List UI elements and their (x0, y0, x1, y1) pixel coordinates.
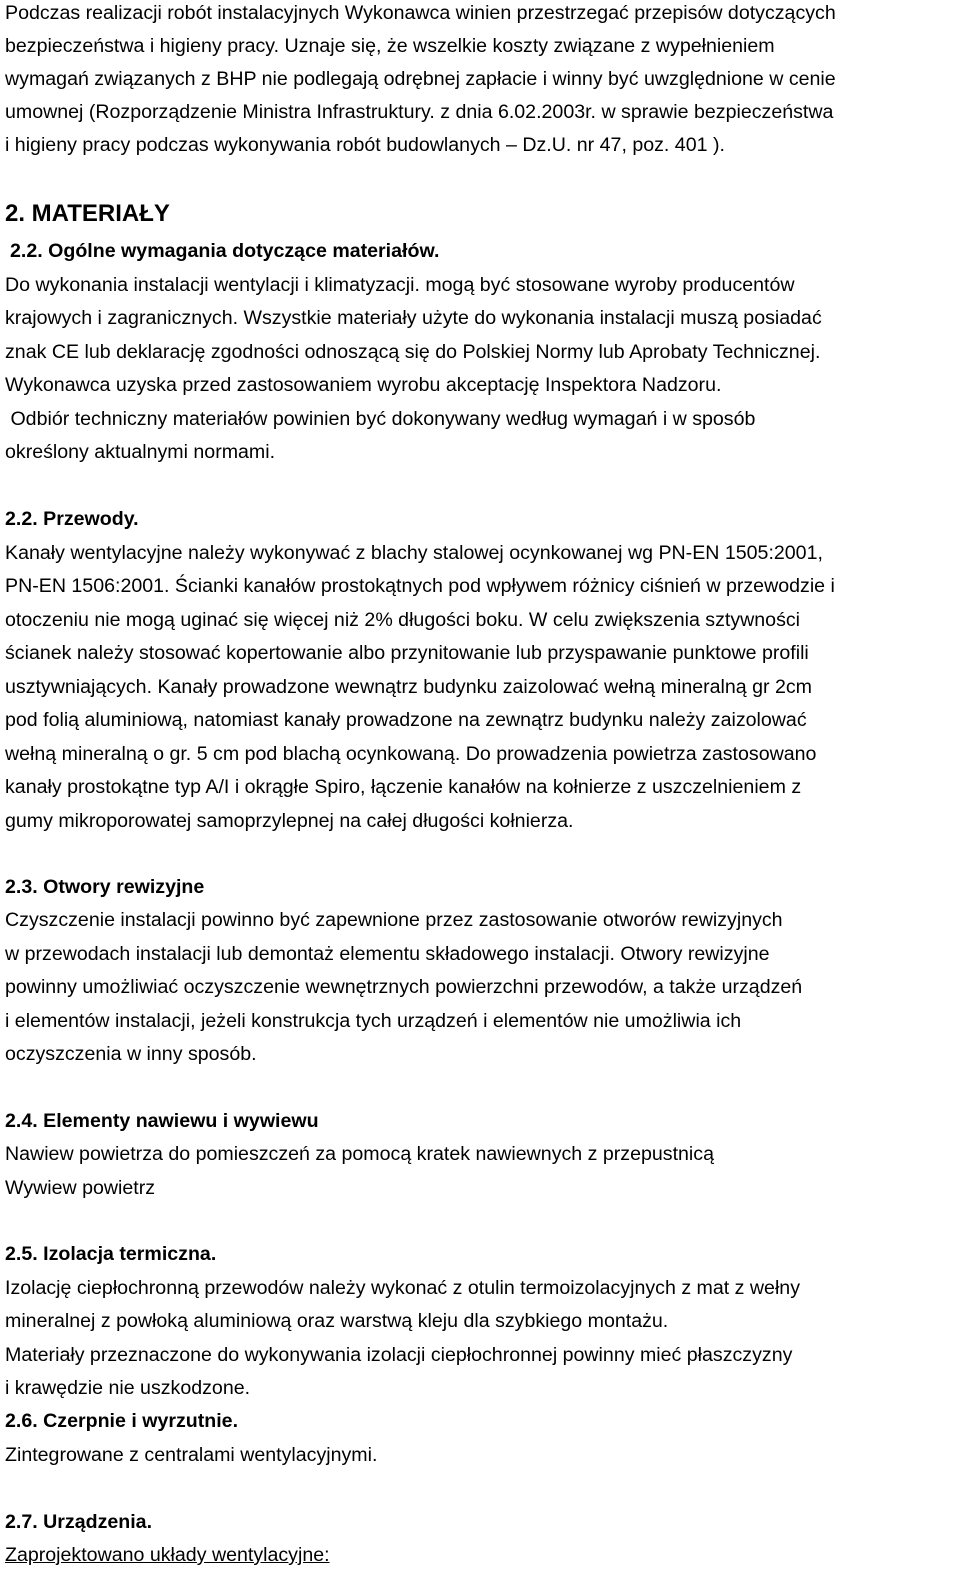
subsection-heading-czerpnie: 2.6. Czerpnie i wyrzutnie. (5, 1410, 239, 1432)
subsection-heading-urzadzenia: 2.7. Urządzenia. (5, 1511, 153, 1533)
paragraph-line: Kanały wentylacyjne należy wykonywać z blachy stalowej ocynkowanej wg PN-EN 1505:2001, (5, 542, 823, 564)
intro-line: i higieny pracy podczas wykonywania robót budowlanych – Dz.U. nr 47, poz. 401 ). (5, 134, 725, 156)
intro-line: Podczas realizacji robót instalacyjnych Wykonawca winien przestrzegać przepisów dotyczących (5, 2, 836, 24)
paragraph-line: pod folią aluminiową, natomiast kanały prowadzone na zewnątrz budynku należy zaizolować (5, 709, 807, 731)
paragraph-line: Do wykonania instalacji wentylacji i klimatyzacji. mogą być stosowane wyroby producentów (5, 274, 795, 296)
underlined-subheading: Zaprojektowano układy wentylacyjne: (5, 1544, 330, 1566)
paragraph-line: PN-EN 1506:2001. Ścianki kanałów prostokątnych pod wpływem różnicy ciśnień w przewodzie i (5, 575, 835, 597)
intro-line: bezpieczeństwa i higieny pracy. Uznaje się, że wszelkie koszty związane z wypełnieniem (5, 35, 775, 57)
intro-line: wymagań związanych z BHP nie podlegają odrębnej zapłacie i winny być uwzględnione w cenie (5, 68, 836, 90)
paragraph-line: oczyszczenia w inny sposób. (5, 1043, 257, 1065)
paragraph-line: usztywniających. Kanały prowadzone wewnątrz budynku zaizolować wełną mineralną gr 2cm (5, 676, 813, 698)
section-heading-materialy: 2. MATERIAŁY (5, 200, 170, 227)
paragraph-line: Materiały przeznaczone do wykonywania izolacji ciepłochronnej powinny mieć płaszczyzny (5, 1344, 793, 1366)
paragraph-line: Wykonawca uzyska przed zastosowaniem wyrobu akceptację Inspektora Nadzoru. (5, 374, 722, 396)
paragraph-line: znak CE lub deklarację zgodności odnoszącą się do Polskiej Normy lub Aprobaty Technicznej. (5, 341, 821, 363)
paragraph-line: Czyszczenie instalacji powinno być zapewnione przez zastosowanie otworów rewizyjnych (5, 909, 783, 931)
paragraph-line: i krawędzie nie uszkodzone. (5, 1377, 251, 1399)
paragraph-line: w przewodach instalacji lub demontaż elementu składowego instalacji. Otwory rewizyjne (5, 943, 770, 965)
subsection-heading-otwory: 2.3. Otwory rewizyjne (5, 876, 205, 898)
subsection-heading-ogolne: 2.2. Ogólne wymagania dotyczące materiałów. (10, 240, 440, 262)
subsection-heading-przewody: 2.2. Przewody. (5, 508, 139, 530)
paragraph-line: otoczeniu nie mogą uginać się więcej niż 2% długości boku. W celu zwiększenia sztywności (5, 609, 801, 631)
paragraph-line: powinny umożliwiać oczyszczenie wewnętrznych powierzchni przewodów, a także urządzeń (5, 976, 803, 998)
paragraph-line: ścianek należy stosować kopertowanie albo przynitowanie lub przyspawanie punktowe profili (5, 642, 809, 664)
intro-line: umownej (Rozporządzenie Ministra Infrastruktury. z dnia 6.02.2003r. w sprawie bezpieczeństwa (5, 101, 834, 123)
subsection-heading-nawiew: 2.4. Elementy nawiewu i wywiewu (5, 1110, 319, 1132)
subsection-heading-izolacja: 2.5. Izolacja termiczna. (5, 1243, 217, 1265)
paragraph-line: Nawiew powietrza do pomieszczeń za pomocą kratek nawiewnych z przepustnicą (5, 1143, 714, 1165)
paragraph-line: Zintegrowane z centralami wentylacyjnymi. (5, 1444, 378, 1466)
paragraph-line: Izolację ciepłochronną przewodów należy wykonać z otulin termoizolacyjnych z mat z wełny (5, 1277, 801, 1299)
paragraph-line: krajowych i zagranicznych. Wszystkie materiały użyte do wykonania instalacji muszą posiadać (5, 307, 822, 329)
paragraph-line: Odbiór techniczny materiałów powinien być dokonywany według wymagań i w sposób (5, 408, 756, 430)
paragraph-line: określony aktualnymi normami. (5, 441, 276, 463)
paragraph-line: mineralnej z powłoką aluminiową oraz warstwą kleju dla szybkiego montażu. (5, 1310, 669, 1332)
paragraph-line: gumy mikroporowatej samoprzylepnej na całej długości kołnierza. (5, 810, 574, 832)
paragraph-line: kanały prostokątne typ A/I i okrągłe Spiro, łączenie kanałów na kołnierze z uszczelnieniem z (5, 776, 802, 798)
paragraph-line: i elementów instalacji, jeżeli konstrukcja tych urządzeń i elementów nie umożliwia ich (5, 1010, 742, 1032)
paragraph-line: Wywiew powietrz (5, 1177, 156, 1199)
paragraph-line: wełną mineralną o gr. 5 cm pod blachą ocynkowaną. Do prowadzenia powietrza zastosowano (5, 743, 817, 765)
